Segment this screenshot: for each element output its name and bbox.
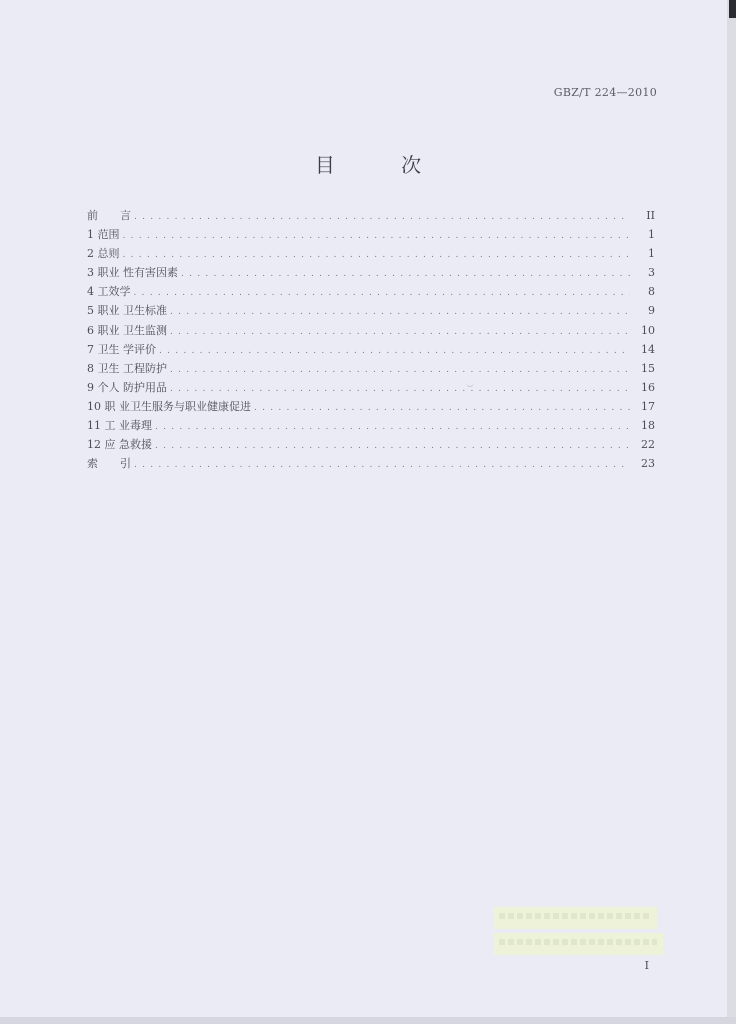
toc-entry-page: 1 [648, 247, 655, 261]
toc-leader-dots [254, 399, 630, 418]
toc-entry[interactable] [87, 359, 655, 378]
toc-entry-label: 2 总则 [87, 247, 120, 261]
toc-leader-dots [170, 303, 630, 322]
toc-entry-label: 11 工 业毒理 [87, 419, 152, 433]
toc-entry-page: 9 [648, 304, 655, 318]
toc-entry-page: 22 [641, 438, 655, 452]
toc-entry[interactable] [87, 378, 655, 397]
toc-entry-label: 3 职业 性有害因素 [87, 266, 178, 280]
toc-leader-dots [155, 418, 630, 437]
toc-entry-page: 10 [641, 323, 655, 337]
toc-leader-dots [170, 361, 630, 380]
sticker-scribble [499, 913, 651, 919]
toc-entry[interactable] [87, 435, 655, 454]
page-number: I [644, 959, 649, 972]
toc-entry-page: 18 [641, 419, 655, 433]
toc-leader-dots [159, 342, 630, 361]
toc-entry-label: 前 言 [87, 209, 131, 222]
toc-leader-dots [123, 227, 631, 246]
toc-leader-dots [181, 265, 630, 284]
scan-edge-mark [729, 0, 736, 18]
toc-leader-dots [170, 323, 630, 342]
toc-entry-label: 8 卫生 工程防护 [87, 361, 167, 375]
toc-entry-label: 10 职 业卫生服务与职业健康促进 [87, 399, 251, 413]
toc-entry-label: 9 个人 防护用品 [87, 380, 167, 394]
toc-entry[interactable] [87, 244, 655, 263]
toc-entry-label: 12 应 急救援 [87, 438, 152, 452]
toc-entry[interactable] [87, 397, 655, 416]
toc-entry[interactable] [87, 301, 655, 320]
toc-entry[interactable] [87, 340, 655, 359]
toc-entry-label: 7 卫生 学评价 [87, 342, 156, 356]
toc-entry[interactable] [87, 206, 655, 225]
toc-entry-page: 15 [641, 361, 655, 375]
toc-entry-page: 8 [648, 285, 655, 299]
sticker-scribble [499, 939, 657, 945]
table-of-contents [87, 206, 655, 473]
toc-entry-page: 1 [648, 228, 655, 242]
toc-entry[interactable] [87, 454, 655, 473]
toc-entry-page: 3 [648, 266, 655, 280]
toc-entry-page: II [646, 209, 655, 222]
scan-edge-bottom [0, 1017, 736, 1024]
toc-leader-dots [155, 437, 630, 456]
toc-leader-dots [134, 284, 631, 303]
toc-entry-page: 23 [641, 457, 655, 471]
toc-leader-dots [123, 246, 631, 265]
toc-entry[interactable] [87, 263, 655, 282]
toc-entry-label: 4 工效学 [87, 285, 131, 299]
toc-entry-page: 16 [641, 380, 655, 394]
toc-entry-label: 索 引 [87, 457, 131, 471]
toc-entry[interactable] [87, 225, 655, 244]
toc-leader-dots [134, 208, 630, 227]
toc-title: 目 次 [314, 153, 452, 177]
toc-entry-label: 1 范围 [87, 228, 120, 242]
toc-entry[interactable] [87, 321, 655, 340]
sticker-label-top [493, 907, 657, 929]
toc-entry-page: 17 [641, 399, 655, 413]
toc-entry-label: 6 职业 卫生监测 [87, 323, 167, 337]
toc-entry-label: 5 职业 卫生标准 [87, 304, 167, 318]
toc-entry-page: 14 [641, 342, 655, 356]
toc-entry[interactable] [87, 282, 655, 301]
sticker-label-bottom [493, 933, 663, 955]
toc-entry[interactable] [87, 416, 655, 435]
document-code: GBZ/T 224—2010 [553, 86, 657, 99]
toc-leader-dots [134, 456, 630, 475]
scan-edge-right [727, 0, 736, 1024]
